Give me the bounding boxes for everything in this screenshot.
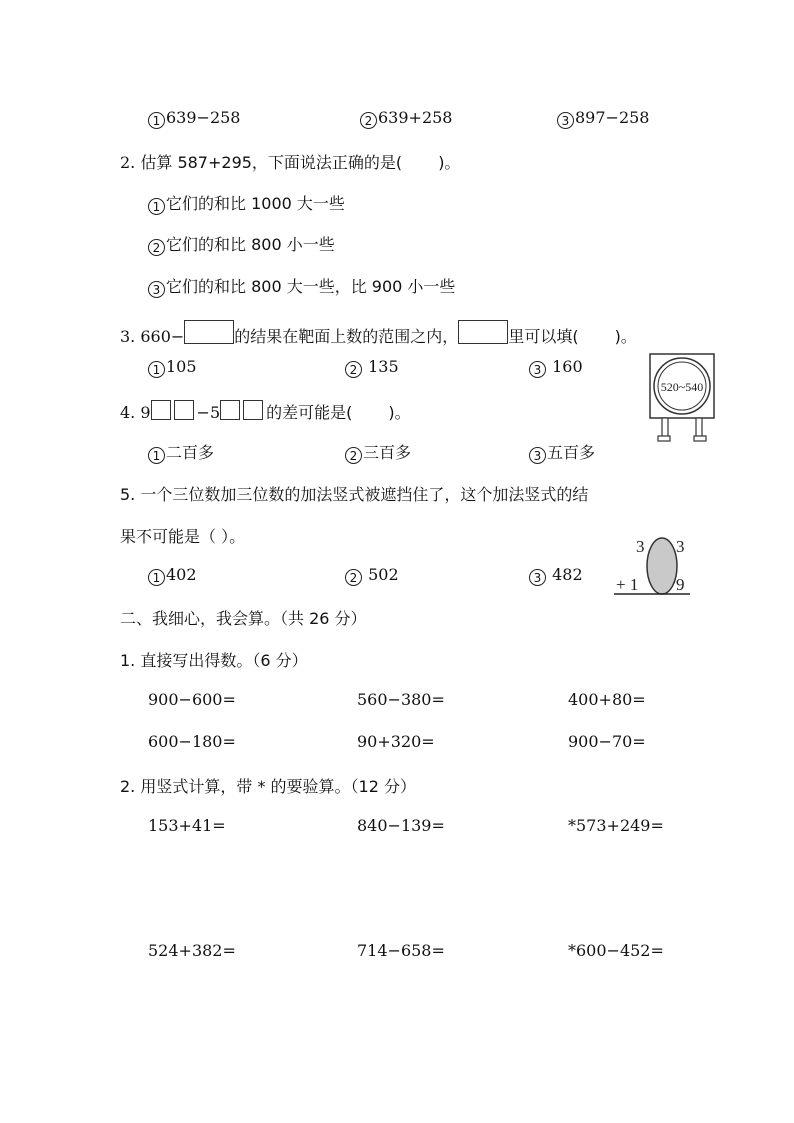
calc2-row1-col2: 840−139= [357,816,445,835]
q5-question-line1: 5. 一个三位数加三位数的加法竖式被遮挡住了，这个加法竖式的结 [120,485,589,504]
calc2-row2-col3: *600−452= [568,941,664,960]
calc2-row1-col3: *573+249= [568,816,664,835]
calc1-row1-col3: 400+80= [568,690,646,709]
vertical-top-right-digit: 3 [676,537,685,556]
q3-mid: 的结果在靶面上数的范围之内， [234,327,459,346]
q3-after-box: 里可以填( [508,327,579,346]
q2-text-b: )。 [438,153,461,172]
q4-minus: −5 [196,403,221,422]
q4-option-2: 2 三百多 [345,440,411,464]
q4-close: )。 [388,403,411,422]
q5-option-3: 3 482 [529,565,583,586]
calc1-row2-col2: 90+320= [357,732,435,751]
q5-question-line2: 果不可能是（ ）。 [120,527,246,546]
q2-option-1: 1 它们的和比 1000 大一些 [148,191,345,215]
q1-option-3-text: 897−258 [575,108,650,127]
vertical-addition-illustration [610,533,694,597]
q2-text-a: 估算 587+295，下面说法正确的是( [140,153,403,172]
vertical-bottom-right-digit: 9 [676,575,685,594]
q1-option-3: 3 897−258 [557,108,649,129]
q2-number: 2. [120,153,136,172]
q1-option-1: 1 639−258 [148,108,240,129]
q3-blank-box-1[interactable] [184,320,234,344]
calc1-row2-col3: 900−70= [568,732,646,751]
q2-option-2: 2 它们的和比 800 小一些 [148,232,335,256]
q4-suffix: 的差可能是( [266,403,353,422]
target-range-label: 520~540 [660,380,704,394]
target-foot-right [694,436,706,441]
q3-prefix: 3. 660− [120,327,185,346]
vertical-cover-ellipse [647,538,677,594]
q5-option-1: 1 402 [148,565,197,586]
calc2-row1-col1: 153+41= [148,816,226,835]
vertical-bottom-operator: + 1 [616,575,639,594]
q2-question [120,150,460,173]
section2-sub1-title: 1. 直接写出得数。（6 分） [120,651,308,670]
q3-blank-box-2[interactable] [458,320,508,344]
q4-option-1: 1 二百多 [148,440,214,464]
target-board-illustration [648,352,716,444]
target-foot-left [658,436,670,441]
q3-option-1: 1 105 [148,357,197,378]
q4-digit-box-1[interactable] [151,400,171,420]
q5-option-2: 2 502 [345,565,399,586]
q2-option-3: 3 它们的和比 800 大一些，比 900 小一些 [148,274,455,298]
q3-option-3: 3 160 [529,357,583,378]
calc1-row1-col1: 900−600= [148,690,236,709]
q4-question [120,400,411,423]
q4-digit-box-2[interactable] [174,400,194,420]
calc1-row1-col2: 560−380= [357,690,445,709]
q3-question [120,320,637,347]
section2-sub2-title: 2. 用竖式计算，带 * 的要验算。（12 分） [120,777,416,796]
calc2-row2-col1: 524+382= [148,941,236,960]
target-leg-left [662,418,668,438]
section2-title: 二、我细心，我会算。（共 26 分） [120,609,367,628]
q3-option-2: 2 135 [345,357,399,378]
q4-option-3: 3 五百多 [529,440,595,464]
calc1-row2-col1: 600−180= [148,732,236,751]
q1-option-2: 2 639+258 [360,108,452,129]
q4-digit-box-3[interactable] [220,400,240,420]
q1-option-2-text: 639+258 [378,108,453,127]
q3-close: )。 [614,327,637,346]
q1-option-1-text: 639−258 [166,108,241,127]
q4-digit-box-4[interactable] [243,400,263,420]
target-leg-right [696,418,702,438]
q4-prefix: 4. 9 [120,403,151,422]
vertical-top-left-digit: 3 [636,537,645,556]
calc2-row2-col2: 714−658= [357,941,445,960]
